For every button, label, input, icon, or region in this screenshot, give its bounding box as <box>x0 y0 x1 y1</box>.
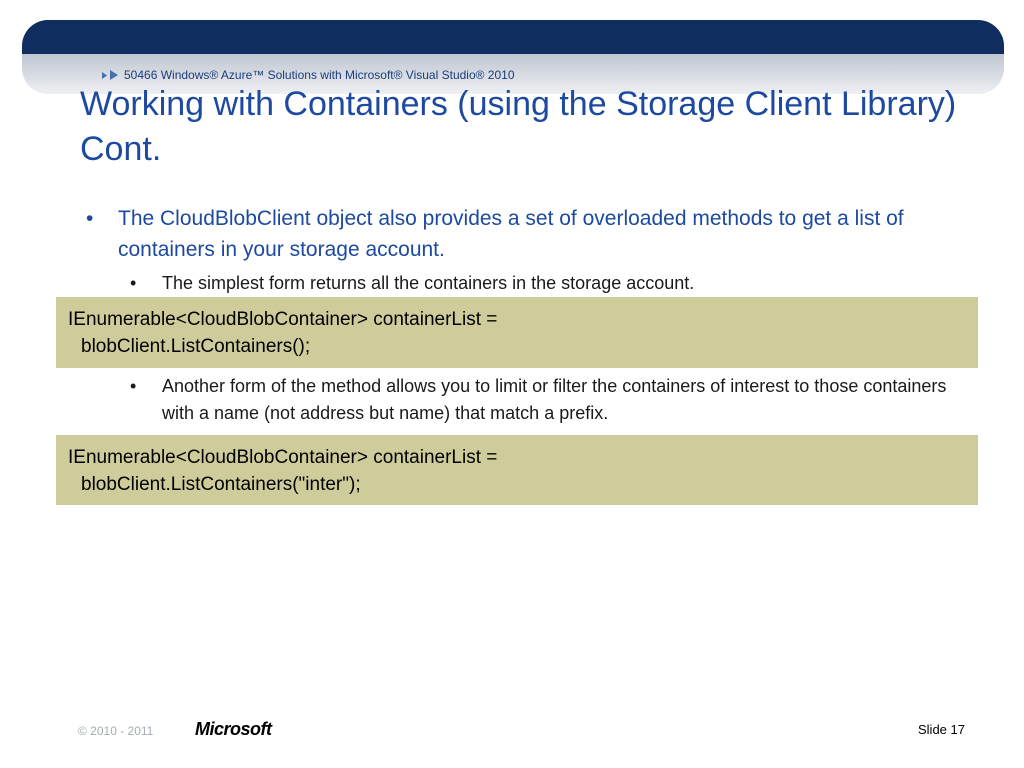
code-block-1-line-1: IEnumerable<CloudBlobContainer> containerList = <box>68 309 498 330</box>
code-block-1-line-2: blobClient.ListContainers(); <box>81 336 311 357</box>
code-block-2 <box>56 435 978 505</box>
sub-bullet-1 <box>130 270 970 297</box>
slide-title: Working with Containers (using the Storage Client Library) Cont. <box>80 85 957 168</box>
microsoft-logo: Microsoft <box>195 719 272 739</box>
code-block-1 <box>56 297 978 368</box>
sub-bullet-2-text: Another form of the method allows you to limit or filter the containers of interest to those containers with a name (not address but name) that match a prefix. <box>162 376 947 423</box>
main-bullet-text: The CloudBlobClient object also provides a set of overloaded methods to get a list of containers in your storage account. <box>118 207 904 261</box>
bullet-dot-icon: • <box>86 207 94 230</box>
code-block-2-line-1: IEnumerable<CloudBlobContainer> containerList = <box>68 447 498 468</box>
sub-bullet-2 <box>130 373 970 427</box>
copyright-text: © 2010 - 2011 <box>78 724 154 738</box>
main-bullet <box>86 203 966 265</box>
bullet-dot-icon: • <box>130 273 137 293</box>
slide-number: Slide 17 <box>918 722 965 737</box>
course-title: 50466 Windows® Azure™ Solutions with Microsoft® Visual Studio® 2010 <box>124 68 515 82</box>
code-block-2-line-2: blobClient.ListContainers("inter"); <box>81 474 361 495</box>
bullet-dot-icon: • <box>130 376 137 396</box>
sub-bullet-1-text: The simplest form returns all the containers in the storage account. <box>162 273 695 293</box>
course-title-line <box>102 67 515 83</box>
double-arrow-icon <box>102 70 118 80</box>
